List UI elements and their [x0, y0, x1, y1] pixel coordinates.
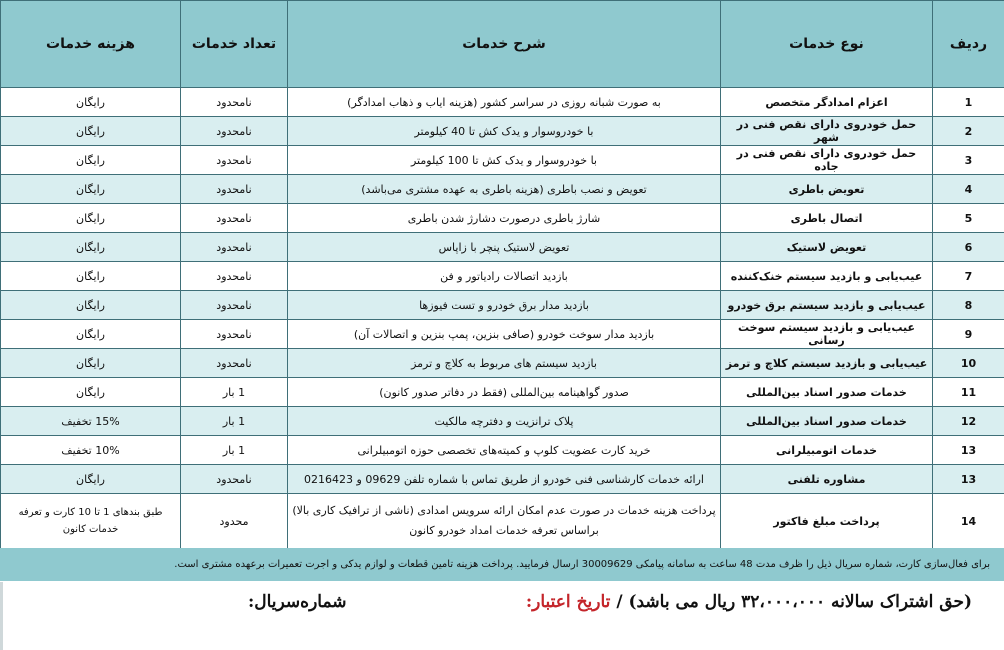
service-cost: رایگان — [1, 233, 181, 262]
service-type: خدمات اتومبیلرانی — [721, 436, 933, 465]
header-row-number: ردیف — [933, 1, 1004, 88]
service-cost: رایگان — [1, 262, 181, 291]
service-cost: رایگان — [1, 378, 181, 407]
service-cost: رایگان — [1, 320, 181, 349]
service-count: نامحدود — [181, 262, 288, 291]
table-row — [1, 320, 1004, 349]
row-number: 7 — [933, 262, 1004, 291]
footer-separator: / — [616, 592, 623, 612]
service-type: حمل خودروی دارای نقص فنی در شهر — [721, 117, 933, 146]
service-description: تعویض لاستیک پنچر با زاپاس — [288, 233, 721, 262]
table-row — [1, 88, 1004, 117]
service-count: نامحدود — [181, 146, 288, 175]
service-description: بازدید مدار برق خودرو و تست فیوزها — [288, 291, 721, 320]
activation-note: برای فعال‌سازی کارت، شماره سریال ذیل را ظرف مدت 48 ساعت به سامانه پیامکی 30009629 ارسال فرمایید. پرداخت هزینه تامین قطعات و لوازم یدکی و اجرت تعمیرات برعهده مشتری است. — [0, 548, 1004, 581]
table-header-row — [1, 1, 1004, 88]
row-number: 13 — [933, 465, 1004, 494]
expiry-date-label: تاریخ اعتبار: — [525, 592, 611, 612]
card-footer — [0, 586, 1004, 626]
row-number: 3 — [933, 146, 1004, 175]
service-count: نامحدود — [181, 349, 288, 378]
row-number: 12 — [933, 407, 1004, 436]
row-number: 5 — [933, 204, 1004, 233]
service-count: محدود — [181, 494, 288, 549]
service-cost: رایگان — [1, 117, 181, 146]
header-service-type: نوع خدمات — [721, 1, 933, 88]
service-description: بازدید مدار سوخت خودرو (صافی بنزین، پمپ بنزین و اتصالات آن) — [288, 320, 721, 349]
service-cost: رایگان — [1, 465, 181, 494]
subscription-line — [526, 592, 972, 612]
service-cost: طبق بندهای 1 تا 10 کارت و تعرفه خدمات کانون — [1, 494, 181, 549]
service-description: ارائه خدمات کارشناسی فنی خودرو از طریق تماس با شماره تلفن 09629 و 0216423 — [288, 465, 721, 494]
service-cost: رایگان — [1, 146, 181, 175]
row-number: 6 — [933, 233, 1004, 262]
table-row — [1, 146, 1004, 175]
service-cost: 15% تخفیف — [1, 407, 181, 436]
service-description: به صورت شبانه روزی در سراسر کشور (هزینه ایاب و ذهاب امدادگر) — [288, 88, 721, 117]
service-count: نامحدود — [181, 465, 288, 494]
table-row — [1, 494, 1004, 549]
table-row — [1, 117, 1004, 146]
service-description: تعویض و نصب باطری (هزینه باطری به عهده مشتری می‌باشد) — [288, 175, 721, 204]
table-row — [1, 175, 1004, 204]
table-row — [1, 436, 1004, 465]
service-description: با خودروسوار و یدک کش تا 40 کیلومتر — [288, 117, 721, 146]
service-count: 1 بار — [181, 407, 288, 436]
table-row — [1, 262, 1004, 291]
service-count: 1 بار — [181, 378, 288, 407]
table-row — [1, 349, 1004, 378]
row-number: 10 — [933, 349, 1004, 378]
row-number: 4 — [933, 175, 1004, 204]
table-row — [1, 204, 1004, 233]
service-type: اتصال باطری — [721, 204, 933, 233]
service-description: پلاک ترانزیت و دفترچه مالکیت — [288, 407, 721, 436]
service-count: نامحدود — [181, 320, 288, 349]
subscription-fee: (حق اشتراک سالانه ۳۲،۰۰۰،۰۰۰ ریال می باشد) — [628, 592, 972, 612]
service-description: بازدید اتصالات رادیاتور و فن — [288, 262, 721, 291]
service-type: عیب‌یابی و بازدید سیستم سوخت رسانی — [721, 320, 933, 349]
service-type: خدمات صدور اسناد بین‌المللی — [721, 407, 933, 436]
table-row — [1, 291, 1004, 320]
service-count: نامحدود — [181, 88, 288, 117]
header-cost: هزینه خدمات — [1, 1, 181, 88]
table-row — [1, 465, 1004, 494]
service-cost: رایگان — [1, 175, 181, 204]
service-description: با خودروسوار و یدک کش تا 100 کیلومتر — [288, 146, 721, 175]
row-number: 2 — [933, 117, 1004, 146]
service-type: عیب‌یابی و بازدید سیستم کلاچ و ترمز — [721, 349, 933, 378]
table-row — [1, 378, 1004, 407]
service-count: 1 بار — [181, 436, 288, 465]
service-count: نامحدود — [181, 233, 288, 262]
service-count: نامحدود — [181, 117, 288, 146]
header-description: شرح خدمات — [288, 1, 721, 88]
row-number: 9 — [933, 320, 1004, 349]
service-count: نامحدود — [181, 204, 288, 233]
service-cost: رایگان — [1, 291, 181, 320]
service-description: بازدید سیستم های مربوط به کلاچ و ترمز — [288, 349, 721, 378]
service-cost: رایگان — [1, 349, 181, 378]
service-cost: رایگان — [1, 204, 181, 233]
service-type: حمل خودروی دارای نقص فنی در جاده — [721, 146, 933, 175]
table-row — [1, 233, 1004, 262]
service-description: پرداخت هزینه خدمات در صورت عدم امکان ارائه سرویس امدادی (ناشی از ترافیک کاری بالا) براساس تعرفه خدمات امداد خودرو کانون — [288, 494, 721, 549]
service-type: خدمات صدور اسناد بین‌المللی — [721, 378, 933, 407]
row-number: 13 — [933, 436, 1004, 465]
service-count: نامحدود — [181, 291, 288, 320]
service-type: پرداخت مبلغ فاکتور — [721, 494, 933, 549]
service-description: شارژ باطری درصورت دشارژ شدن باطری — [288, 204, 721, 233]
service-type: عیب‌یابی و بازدید سیستم برق خودرو — [721, 291, 933, 320]
service-cost: رایگان — [1, 88, 181, 117]
service-cost: 10% تخفیف — [1, 436, 181, 465]
service-count: نامحدود — [181, 175, 288, 204]
row-number: 11 — [933, 378, 1004, 407]
row-number: 14 — [933, 494, 1004, 549]
service-description: خرید کارت عضویت کلوپ و کمیته‌های تخصصی حوزه اتومبیلرانی — [288, 436, 721, 465]
service-type: مشاوره تلفنی — [721, 465, 933, 494]
service-type: تعویض لاستیک — [721, 233, 933, 262]
service-type: تعویض باطری — [721, 175, 933, 204]
table-row — [1, 407, 1004, 436]
service-description: صدور گواهینامه بین‌المللی (فقط در دفاتر صدور کانون) — [288, 378, 721, 407]
service-type: عیب‌یابی و بازدید سیستم خنک‌کننده — [721, 262, 933, 291]
row-number: 1 — [933, 88, 1004, 117]
header-count: تعداد خدمات — [181, 1, 288, 88]
service-type: اعزام امدادگر متخصص — [721, 88, 933, 117]
row-number: 8 — [933, 291, 1004, 320]
serial-number-label: شماره‌سریال: — [248, 592, 347, 612]
